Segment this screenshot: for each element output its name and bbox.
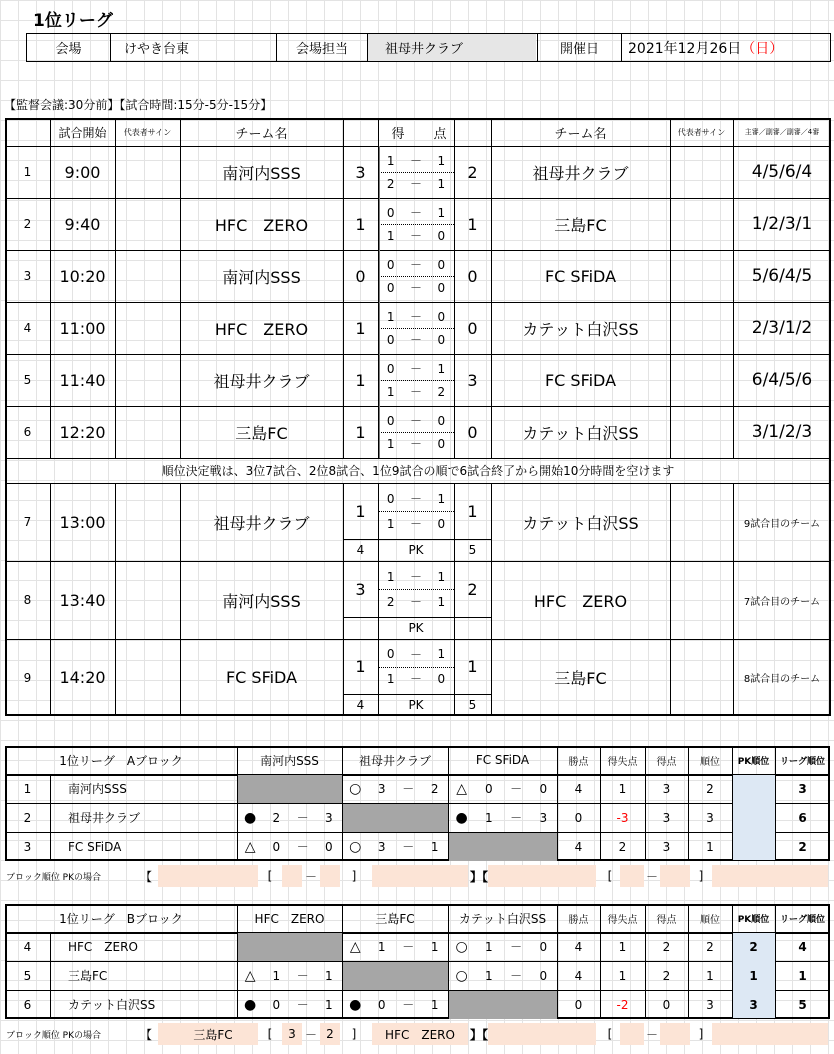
second-half-home: 1 bbox=[386, 436, 395, 451]
match-time: 12:20 bbox=[59, 422, 106, 442]
second-half-dash: － bbox=[409, 595, 422, 609]
first-half-home: 0 bbox=[386, 205, 395, 220]
referee-assign: 3/1/2/3 bbox=[751, 422, 813, 442]
team-name: 祖母井クラブ bbox=[68, 811, 141, 825]
pk-team-2: HFC ZERO bbox=[385, 1027, 455, 1042]
pk-left-bracket-2: [ bbox=[607, 1027, 613, 1041]
meeting-note: 【監督会議:30分前】【試合時間:15分-5分-15分】 bbox=[4, 97, 273, 112]
team-number: 3 bbox=[23, 839, 32, 854]
stat-header: リーグ順位 bbox=[779, 914, 825, 925]
date-value bbox=[628, 34, 830, 61]
host-label: 会場担当 bbox=[295, 42, 348, 57]
opponent-header: カテット白沢SS bbox=[458, 911, 547, 926]
result-goals-against: 1 bbox=[430, 939, 439, 954]
match-time: 13:00 bbox=[59, 512, 106, 532]
second-half-dash: － bbox=[409, 517, 422, 531]
opponent-header: 三島FC bbox=[375, 911, 415, 926]
result-goals-for: 1 bbox=[485, 939, 493, 954]
match-time: 11:40 bbox=[59, 370, 106, 390]
result-goals-for: 0 bbox=[377, 997, 386, 1012]
referee-assign: 2/3/1/2 bbox=[751, 318, 813, 338]
pk-row-label: ブロック順位 PKの場合 bbox=[6, 872, 102, 883]
away-score: 0 bbox=[467, 422, 478, 442]
second-half-dash: － bbox=[409, 672, 422, 687]
second-half-away: 0 bbox=[437, 436, 446, 451]
second-half-dash: － bbox=[409, 437, 422, 451]
home-score: 1 bbox=[355, 422, 366, 442]
referee-assign: 1/2/3/1 bbox=[751, 214, 813, 234]
referee-assign: 4/5/6/4 bbox=[751, 162, 813, 182]
home-score: 1 bbox=[355, 501, 366, 521]
match-number: 7 bbox=[23, 515, 32, 529]
home-team: 南河内SSS bbox=[222, 267, 301, 287]
stat-rank: 3 bbox=[706, 997, 714, 1012]
result-mark: ● bbox=[455, 809, 468, 826]
second-half-home: 1 bbox=[386, 516, 395, 531]
away-team: カテット白沢SS bbox=[522, 423, 639, 443]
result-mark: ● bbox=[349, 996, 362, 1013]
first-half-home: 1 bbox=[386, 153, 395, 168]
result-goals-against: 0 bbox=[325, 839, 333, 854]
pk-right-bracket-2: ] bbox=[698, 1027, 704, 1041]
pk-dash-2: － bbox=[645, 1027, 658, 1042]
stat-league: 6 bbox=[798, 810, 807, 825]
venue-value: けやき台東 bbox=[124, 42, 190, 57]
stat-header: 勝点 bbox=[568, 756, 589, 768]
stat-gf: 3 bbox=[662, 839, 671, 854]
stat-rank: 1 bbox=[706, 968, 714, 983]
stat-gd: 1 bbox=[618, 968, 627, 983]
result-dash: － bbox=[402, 998, 415, 1012]
opponent-header: HFC ZERO bbox=[254, 911, 325, 926]
stat-pts: 4 bbox=[574, 939, 583, 954]
stat-pts: 0 bbox=[574, 810, 583, 825]
away-team: カテット白沢SS bbox=[522, 513, 639, 533]
home-team: HFC ZERO bbox=[214, 215, 309, 235]
home-score: 1 bbox=[355, 318, 366, 338]
stat-header: 得失点 bbox=[607, 756, 638, 768]
stat-rank: 1 bbox=[706, 839, 714, 854]
first-half-away: 0 bbox=[437, 257, 446, 272]
date-text: 2021年12月26日 bbox=[628, 40, 742, 57]
pk-score-2: 2 bbox=[326, 1027, 334, 1041]
team-name: 南河内SSS bbox=[68, 782, 127, 796]
pk-left-bracket: [ bbox=[267, 869, 273, 883]
home-team: 南河内SSS bbox=[222, 163, 301, 183]
host-value: 祖母井クラブ bbox=[385, 42, 464, 57]
opponent-header: 祖母井クラブ bbox=[358, 753, 431, 768]
result-goals-against: 0 bbox=[539, 781, 548, 796]
weekday-text: （日） bbox=[741, 40, 784, 57]
second-half-away: 0 bbox=[437, 516, 446, 531]
home-team: 南河内SSS bbox=[222, 591, 301, 611]
result-goals-for: 1 bbox=[377, 939, 386, 954]
stat-header: 得失点 bbox=[607, 914, 638, 926]
first-half-away: 0 bbox=[437, 413, 446, 428]
stat-gf: 2 bbox=[662, 968, 671, 983]
home-team: 祖母井クラブ bbox=[213, 513, 310, 533]
away-score: 1 bbox=[467, 501, 478, 521]
result-dash: － bbox=[510, 969, 523, 983]
first-half-away: 1 bbox=[437, 491, 446, 506]
result-mark: △ bbox=[349, 938, 361, 955]
pk-home: 4 bbox=[356, 543, 365, 557]
stat-gd: -3 bbox=[616, 810, 629, 825]
away-team: HFC ZERO bbox=[533, 591, 628, 611]
match-time: 9:00 bbox=[64, 162, 101, 182]
stat-gd: 2 bbox=[618, 839, 627, 854]
second-half-away: 1 bbox=[437, 176, 446, 191]
first-half-away: 1 bbox=[437, 361, 446, 376]
match-number: 6 bbox=[23, 425, 32, 439]
result-mark: ○ bbox=[349, 838, 362, 855]
block-title: 1位リーグ Aブロック bbox=[59, 753, 183, 768]
second-half-dash: － bbox=[409, 281, 422, 295]
match-number: 5 bbox=[23, 373, 32, 387]
pk-label: PK bbox=[408, 621, 424, 635]
match-time: 9:40 bbox=[64, 214, 101, 234]
result-mark: ● bbox=[244, 809, 257, 826]
stat-header: PK順位 bbox=[737, 756, 770, 767]
stat-league: 1 bbox=[798, 968, 807, 983]
stat-header: リーグ順位 bbox=[779, 756, 825, 767]
col-score-header-2: 点 bbox=[433, 126, 447, 142]
second-half-dash: － bbox=[409, 385, 422, 399]
second-half-dash: － bbox=[409, 333, 422, 347]
stat-pk bbox=[732, 832, 775, 861]
pk-mid-brackets: 】【 bbox=[469, 1027, 488, 1042]
result-goals-against: 1 bbox=[325, 997, 333, 1012]
stat-gf: 3 bbox=[662, 810, 671, 825]
away-score: 3 bbox=[467, 370, 478, 390]
first-half-home: 0 bbox=[386, 257, 395, 272]
match-time: 13:40 bbox=[59, 590, 106, 610]
result-goals-against: 1 bbox=[430, 997, 439, 1012]
home-team: 三島FC bbox=[235, 423, 288, 443]
stat-league: 5 bbox=[798, 997, 807, 1012]
stat-gd: 1 bbox=[618, 939, 627, 954]
second-half-home: 2 bbox=[386, 594, 395, 609]
result-dash: － bbox=[296, 998, 309, 1012]
home-score: 1 bbox=[355, 214, 366, 234]
pk-open-bracket: 【 bbox=[139, 869, 152, 884]
pk-open-bracket: 【 bbox=[139, 1027, 152, 1042]
pk-dash-2: － bbox=[645, 869, 658, 884]
block-title: 1位リーグ Bブロック bbox=[59, 911, 183, 926]
first-half-dash: － bbox=[409, 570, 422, 584]
stat-pts: 4 bbox=[574, 968, 583, 983]
opponent-header: 南河内SSS bbox=[260, 753, 319, 768]
result-dash: － bbox=[296, 840, 309, 854]
match-number: 8 bbox=[23, 593, 32, 607]
match-time: 11:00 bbox=[59, 318, 106, 338]
stat-header: 勝点 bbox=[568, 914, 589, 926]
result-goals-against: 3 bbox=[325, 810, 333, 825]
first-half-dash: － bbox=[409, 362, 422, 376]
first-half-dash: － bbox=[409, 492, 422, 506]
pk-home: 4 bbox=[356, 698, 365, 712]
stat-header: 得点 bbox=[656, 914, 677, 926]
stat-league: 2 bbox=[798, 839, 807, 854]
home-score: 1 bbox=[355, 657, 366, 676]
referee-assign: 6/4/5/6 bbox=[751, 370, 813, 390]
stat-header: PK順位 bbox=[737, 914, 770, 925]
result-goals-for: 2 bbox=[272, 810, 281, 825]
second-half-home: 0 bbox=[386, 332, 395, 347]
second-half-away: 0 bbox=[437, 332, 446, 347]
result-dash: － bbox=[296, 969, 309, 983]
referee-assign: 9試合目のチーム bbox=[743, 518, 821, 530]
col-team-header: チーム名 bbox=[235, 126, 288, 142]
result-dash: － bbox=[510, 811, 523, 825]
pk-dash: － bbox=[304, 1027, 317, 1042]
result-goals-for: 3 bbox=[377, 839, 386, 854]
away-score: 1 bbox=[467, 214, 478, 234]
first-half-home: 0 bbox=[386, 413, 395, 428]
result-goals-against: 3 bbox=[539, 810, 548, 825]
second-half-away: 0 bbox=[437, 671, 446, 686]
result-goals-for: 3 bbox=[377, 781, 386, 796]
stat-rank: 3 bbox=[706, 810, 714, 825]
away-team: 三島FC bbox=[554, 669, 607, 688]
home-score: 3 bbox=[355, 162, 366, 182]
home-team: FC SFiDA bbox=[225, 668, 298, 687]
first-half-home: 0 bbox=[386, 491, 395, 506]
stat-gf: 2 bbox=[662, 939, 671, 954]
result-dash: － bbox=[510, 940, 523, 954]
stat-rank: 2 bbox=[706, 781, 714, 796]
page-title: 1位リーグ bbox=[33, 10, 113, 30]
col-start-header: 試合開始 bbox=[58, 125, 107, 140]
home-score: 1 bbox=[355, 370, 366, 390]
first-half-dash: － bbox=[409, 310, 422, 324]
first-half-away: 1 bbox=[437, 205, 446, 220]
result-goals-against: 0 bbox=[539, 939, 548, 954]
stat-gd: 1 bbox=[618, 781, 627, 796]
pk-home bbox=[343, 617, 378, 639]
second-half-home: 1 bbox=[386, 384, 395, 399]
col-team2-header: チーム名 bbox=[554, 126, 607, 142]
match-time: 10:20 bbox=[59, 266, 106, 286]
result-dash: － bbox=[510, 782, 523, 796]
first-half-home: 1 bbox=[386, 569, 395, 584]
second-half-home: 2 bbox=[386, 176, 395, 191]
result-mark: △ bbox=[244, 838, 256, 855]
team-name: HFC ZERO bbox=[68, 940, 138, 954]
pk-away: 5 bbox=[468, 698, 477, 712]
pk-away bbox=[454, 617, 491, 639]
col-sign2-header: 代表者サイン bbox=[677, 127, 726, 137]
pk-team-1 bbox=[168, 865, 258, 887]
away-score: 2 bbox=[467, 579, 478, 599]
first-half-away: 1 bbox=[437, 153, 446, 168]
match-time: 14:20 bbox=[59, 668, 106, 687]
away-score: 1 bbox=[467, 657, 478, 676]
pk-score-2 bbox=[320, 865, 340, 887]
stat-gd: -2 bbox=[616, 997, 629, 1012]
stat-pk bbox=[732, 774, 775, 803]
second-half-home: 0 bbox=[386, 280, 395, 295]
second-half-home: 1 bbox=[386, 228, 395, 243]
result-mark: △ bbox=[244, 967, 256, 984]
first-half-away: 1 bbox=[437, 647, 446, 662]
second-half-dash: － bbox=[409, 229, 422, 243]
pk-mid-brackets: 】【 bbox=[469, 869, 488, 884]
referee-assign: 7試合目のチーム bbox=[743, 596, 821, 608]
first-half-home: 0 bbox=[386, 647, 395, 662]
result-goals-for: 1 bbox=[272, 968, 281, 983]
first-half-dash: － bbox=[409, 258, 422, 272]
first-half-dash: － bbox=[409, 647, 422, 662]
result-mark: ○ bbox=[455, 967, 468, 984]
stat-pk: 2 bbox=[749, 939, 758, 954]
result-mark: △ bbox=[456, 780, 468, 797]
stat-header: 得点 bbox=[656, 756, 677, 768]
match-number: 3 bbox=[23, 269, 32, 283]
result-goals-for: 0 bbox=[272, 997, 281, 1012]
pk-right-bracket-2: ] bbox=[698, 869, 704, 883]
second-half-home: 1 bbox=[386, 671, 395, 686]
team-number: 1 bbox=[23, 781, 32, 796]
playoff-notice: 順位決定戦は、3位7試合、2位8試合、1位9試合の順で6試合終了から開始10分時間を空けます bbox=[161, 464, 675, 478]
result-goals-for: 0 bbox=[272, 839, 281, 854]
date-label: 開催日 bbox=[559, 42, 599, 57]
stat-gf: 3 bbox=[662, 781, 671, 796]
col-score-header-1: 得 bbox=[391, 126, 405, 142]
first-half-home: 0 bbox=[386, 361, 395, 376]
stat-rank: 2 bbox=[706, 939, 714, 954]
result-dash: － bbox=[402, 840, 415, 854]
referee-assign: 8試合目のチーム bbox=[743, 674, 821, 685]
team-name: FC SFiDA bbox=[68, 839, 122, 854]
away-score: 2 bbox=[467, 162, 478, 182]
result-goals-against: 1 bbox=[430, 839, 439, 854]
result-goals-for: 1 bbox=[485, 810, 493, 825]
away-team: 祖母井クラブ bbox=[532, 163, 629, 183]
stat-pts: 0 bbox=[574, 997, 583, 1012]
match-number: 1 bbox=[23, 165, 32, 179]
team-name: カテット白沢SS bbox=[68, 998, 156, 1012]
first-half-home: 1 bbox=[386, 309, 395, 324]
result-dash: － bbox=[296, 811, 309, 825]
pk-away: 5 bbox=[468, 543, 477, 557]
result-mark: ○ bbox=[349, 780, 362, 797]
pk-team-1: 三島FC bbox=[193, 1027, 233, 1042]
away-score: 0 bbox=[467, 318, 478, 338]
team-number: 2 bbox=[23, 810, 32, 825]
result-dash: － bbox=[402, 782, 415, 796]
stat-pk bbox=[732, 803, 775, 832]
first-half-away: 1 bbox=[437, 569, 446, 584]
first-half-away: 0 bbox=[437, 309, 446, 324]
away-team: 三島FC bbox=[554, 215, 607, 235]
stat-header: 順位 bbox=[700, 914, 720, 926]
second-half-away: 2 bbox=[437, 384, 446, 399]
result-dash: － bbox=[402, 940, 415, 954]
second-half-away: 0 bbox=[437, 280, 446, 295]
stat-pk: 3 bbox=[749, 997, 758, 1012]
result-goals-against: 1 bbox=[325, 968, 333, 983]
match-number: 2 bbox=[23, 217, 32, 231]
away-team: FC SFiDA bbox=[544, 266, 617, 286]
result-goals-for: 0 bbox=[485, 781, 493, 796]
away-score: 0 bbox=[467, 266, 478, 286]
first-half-dash: － bbox=[409, 206, 422, 220]
home-score: 0 bbox=[355, 266, 366, 286]
second-half-away: 1 bbox=[437, 594, 446, 609]
away-team: カテット白沢SS bbox=[522, 319, 639, 339]
first-half-dash: － bbox=[409, 414, 422, 428]
referee-assign: 5/6/4/5 bbox=[751, 266, 813, 286]
pk-dash: － bbox=[304, 869, 317, 884]
opponent-header: FC SFiDA bbox=[475, 753, 530, 767]
pk-label: PK bbox=[408, 698, 424, 712]
pk-score-1: 3 bbox=[288, 1027, 296, 1041]
stat-pk: 1 bbox=[749, 968, 758, 983]
result-goals-against: 0 bbox=[539, 968, 548, 983]
home-team: 祖母井クラブ bbox=[213, 371, 310, 391]
second-half-away: 0 bbox=[437, 228, 446, 243]
stat-league: 4 bbox=[798, 939, 807, 954]
team-name: 三島FC bbox=[68, 969, 108, 983]
stat-header: 順位 bbox=[700, 756, 720, 768]
result-mark: ● bbox=[244, 996, 257, 1013]
col-sign-header: 代表者サイン bbox=[123, 127, 172, 137]
result-mark: ○ bbox=[455, 938, 468, 955]
away-team: FC SFiDA bbox=[544, 370, 617, 390]
col-refs-header: 主審／副審／副審／4審 bbox=[744, 128, 820, 136]
stat-league: 3 bbox=[798, 781, 807, 796]
pk-label: PK bbox=[408, 543, 424, 557]
result-goals-for: 1 bbox=[485, 968, 493, 983]
first-half-dash: － bbox=[409, 154, 422, 168]
pk-right-bracket: ] bbox=[351, 1027, 357, 1041]
team-number: 6 bbox=[23, 997, 32, 1012]
stat-pts: 4 bbox=[574, 839, 583, 854]
match-number: 4 bbox=[23, 321, 32, 335]
stat-gf: 0 bbox=[662, 997, 671, 1012]
venue-label: 会場 bbox=[55, 42, 82, 57]
team-number: 5 bbox=[23, 968, 32, 983]
pk-team-2 bbox=[372, 865, 468, 887]
pk-row-label: ブロック順位 PKの場合 bbox=[6, 1030, 102, 1041]
second-half-dash: － bbox=[409, 177, 422, 191]
match-number: 9 bbox=[23, 670, 32, 685]
pk-score-1 bbox=[282, 865, 302, 887]
home-score: 3 bbox=[355, 579, 366, 599]
pk-right-bracket: ] bbox=[351, 869, 357, 883]
stat-pts: 4 bbox=[574, 781, 583, 796]
home-team: HFC ZERO bbox=[214, 319, 309, 339]
result-goals-against: 2 bbox=[430, 781, 439, 796]
pk-left-bracket: [ bbox=[267, 1027, 273, 1041]
pk-left-bracket-2: [ bbox=[607, 869, 613, 883]
team-number: 4 bbox=[23, 939, 32, 954]
